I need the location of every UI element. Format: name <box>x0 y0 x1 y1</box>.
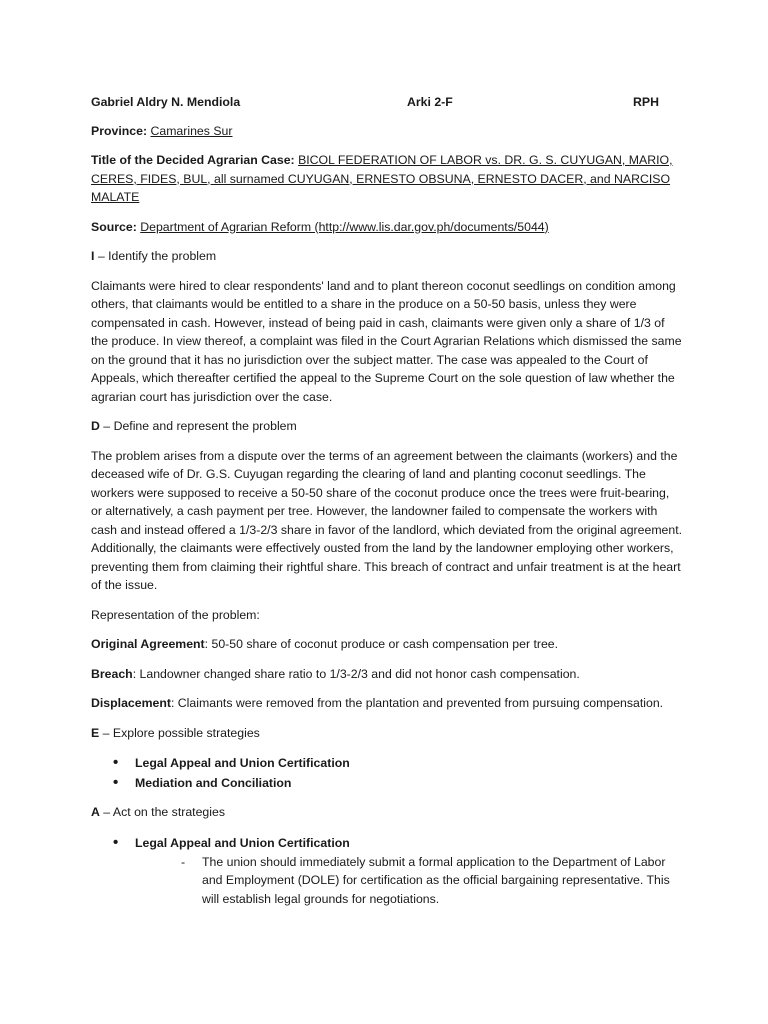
define-body: The problem arises from a dispute over the terms of an agreement between the claimants (workers) and the deceased wife of Dr. G.S. Cuyugan regarding the clearing of land and planting coconut seedlings. The workers were supposed to receive a 50-50 share of the coconut produce once the trees were fruit-bearing, or alternatively, a cash payment per tree. However, the landowner failed to compensate the workers with cash and instead offered a 1/3-2/3 share in favor of the landlord, which deviated from the original agreement. Additionally, the claimants were effectively ousted from the land by the landowner employing other workers, preventing them from claiming their rightful share. This breach of contract and unfair treatment is at the heart of the issue. <box>91 448 683 592</box>
define-heading-text: – Define and represent the problem <box>99 419 297 433</box>
identify-body: Claimants were hired to clear respondents' land and to plant thereon coconut seedlings on condition among others, that claimants would be entitled to a share in the produce on a 50-50 basis, unless they were compensated in cash. However, instead of being paid in cash, claimants were given only a share of 1/3 of the produce. In view thereof, a complaint was filed in the Court Agrarian Relations which dismissed the same on the ground that it has no jurisdiction over the subject matter. The case was appealed to the Court of Appeals, which thereafter certified the appeal to the Supreme Court on the sole question of law whether the agrarian court has jurisdiction over the case. <box>91 278 682 404</box>
representation-text: : Claimants were removed from the plantation and prevented from pursuing compensation. <box>170 696 664 710</box>
explore-letter: E <box>91 725 100 740</box>
province-value: Camarines Sur <box>150 123 233 138</box>
act-sub-list <box>135 853 683 909</box>
case-title-value: BICOL FEDERATION OF LABOR vs. DR. G. S. CUYUGAN, MARIO, CERES, FIDES, BUL, all surnamed CUYUGAN, ERNESTO OBSUNA, ERNESTO DACER, and NARCISO MALATE <box>91 153 673 204</box>
explore-heading-text: – Explore possible strategies <box>99 725 260 740</box>
source-line <box>91 218 683 237</box>
define-heading <box>91 417 683 436</box>
province-label: Province: <box>91 123 148 138</box>
representation-text: : Landowner changed share ratio to 1/3-2/3 and did not honor cash compensation. <box>132 666 580 681</box>
representation-text: : 50-50 share of coconut produce or cash compensation per tree. <box>204 637 559 651</box>
source-label: Source: <box>91 219 137 234</box>
representation-term: Original Agreement <box>91 637 205 651</box>
representation-item <box>91 635 683 654</box>
list-item <box>91 833 683 909</box>
province-line <box>91 122 683 141</box>
subject-code: RPH <box>633 95 659 109</box>
act-list <box>91 833 683 909</box>
act-heading-text: – Act on the strategies <box>99 805 225 819</box>
list-item: • Mediation and Conciliation <box>91 773 683 793</box>
case-title-label: Title of the Decided Agrarian Case: <box>91 153 295 167</box>
define-letter: D <box>91 419 100 433</box>
representation-item <box>91 694 683 713</box>
list-item: • Legal Appeal and Union Certification <box>91 753 683 773</box>
representation-heading: Representation of the problem: <box>91 607 260 622</box>
class-section: Arki 2-F <box>407 95 453 109</box>
identify-letter: I <box>91 249 95 263</box>
identify-heading-text: – Identify the problem <box>94 249 217 263</box>
case-title-line <box>91 151 683 207</box>
explore-heading <box>91 724 683 743</box>
document-content <box>91 93 683 918</box>
representation-term: Breach <box>91 666 133 681</box>
sub-list-item: - The union should immediately submit a formal application to the Department of Labor and Employment (DOLE) for certification as the official bargaining representative. This will establish legal grounds for negotiations. <box>135 853 683 909</box>
representation-item <box>91 665 683 684</box>
student-name: Gabriel Aldry N. Mendiola <box>91 95 241 109</box>
act-item-label: Legal Appeal and Union Certification <box>135 835 350 850</box>
act-letter: A <box>91 805 100 819</box>
identify-heading <box>91 247 683 266</box>
header-line <box>91 93 683 112</box>
representation-term: Displacement <box>91 696 171 710</box>
explore-list <box>91 753 683 793</box>
act-heading <box>91 803 683 822</box>
source-link[interactable]: Department of Agrarian Reform (http://www.lis.dar.gov.ph/documents/5044) <box>140 219 549 234</box>
